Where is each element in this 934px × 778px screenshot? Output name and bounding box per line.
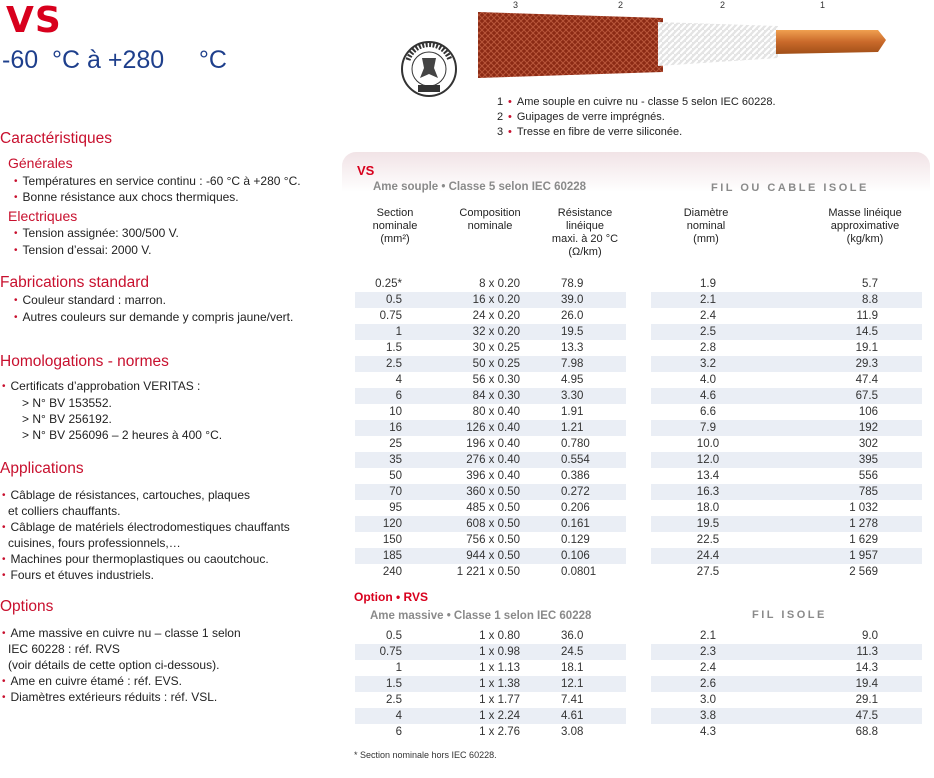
applications-line: • Fours et étuves industriels. <box>2 567 154 585</box>
cell-composition: 1 x 1.38 <box>479 678 520 690</box>
cell-resistance: 0.161 <box>561 518 590 530</box>
cell-composition: 1 x 1.77 <box>479 694 520 706</box>
cell-diametre: 2.1 <box>700 630 716 642</box>
col-header-composition: Composition nominale <box>459 207 521 232</box>
table-row <box>0 404 934 420</box>
table-row <box>0 388 934 404</box>
cell-composition: 56 x 0.30 <box>472 374 520 386</box>
table-right-title: FIL OU CABLE ISOLE <box>711 182 869 194</box>
cell-composition: 32 x 0.20 <box>472 326 520 338</box>
cell-section: 120 <box>382 518 402 530</box>
cell-section: 1 <box>395 326 402 338</box>
cell-section: 150 <box>382 534 402 546</box>
col-header-resistance: Résistance linéique maxi. à 20 °C (Ω/km) <box>551 207 619 258</box>
cell-resistance: 0.106 <box>561 550 590 562</box>
table-row <box>0 452 934 468</box>
cable-legend: 1 • Ame souple en cuivre nu - classe 5 selon IEC 60228. 2 • Guipages de verre imprégnés. 3 • Tresse en fibre de verre siliconée. <box>497 96 776 138</box>
footnote: * Section nominale hors IEC 60228. <box>354 750 497 760</box>
options-line: (voir détails de cette option ci-dessous). <box>8 658 220 672</box>
cell-resistance: 0.0801 <box>561 566 597 578</box>
cell-composition: 50 x 0.25 <box>472 358 520 370</box>
cell-diametre: 4.3 <box>700 726 716 738</box>
bureau-veritas-seal-icon <box>400 38 458 100</box>
cell-resistance: 19.5 <box>561 326 584 338</box>
cell-diametre: 2.1 <box>700 294 716 306</box>
col-header-diametre: Diamètre nominal (mm) <box>683 207 729 245</box>
heading-fabrications: Fabrications standard <box>0 274 150 291</box>
cell-section: 16 <box>389 422 402 434</box>
table-row <box>0 420 934 436</box>
cell-resistance: 36.0 <box>561 630 584 642</box>
cell-resistance: 0.780 <box>561 438 590 450</box>
cell-masse: 8.8 <box>862 294 878 306</box>
cell-masse: 1 629 <box>849 534 878 546</box>
cell-masse: 785 <box>858 486 878 498</box>
cell-masse: 14.5 <box>855 326 878 338</box>
cell-resistance: 1.91 <box>561 406 584 418</box>
cell-section: 1 <box>395 662 402 674</box>
cell-diametre: 24.4 <box>696 550 720 562</box>
table-row <box>0 276 934 292</box>
cell-resistance: 1.21 <box>561 422 584 434</box>
layer-number-2b: 2 <box>720 0 726 10</box>
table-row <box>0 340 934 356</box>
cell-diametre: 10.0 <box>696 438 720 450</box>
electriques-item: • Tension assignée: 300/500 V. <box>14 225 179 243</box>
table-row <box>0 308 934 324</box>
col-header-masse: Masse linéique approximative (kg/km) <box>828 207 902 245</box>
options-line: • Ame massive en cuivre nu – classe 1 selon <box>2 625 241 643</box>
braid-layer <box>478 12 663 78</box>
table-row <box>0 532 934 548</box>
cell-section: 1.5 <box>386 678 402 690</box>
cell-resistance: 4.95 <box>561 374 584 386</box>
col-header-section: Section nominale (mm²) <box>372 207 418 245</box>
cell-resistance: 3.08 <box>561 726 584 738</box>
cell-diametre: 1.9 <box>700 278 716 290</box>
cell-masse: 1 278 <box>849 518 878 530</box>
table-row <box>0 484 934 500</box>
cell-composition: 8 x 0.20 <box>479 278 520 290</box>
fabrications-item: • Couleur standard : marron. <box>14 292 166 310</box>
homologation-item: > N° BV 256096 – 2 heures à 400 °C. <box>22 428 223 442</box>
table-row <box>0 436 934 452</box>
cell-section: 50 <box>389 470 402 482</box>
cell-diametre: 2.3 <box>700 646 716 658</box>
table-label: VS <box>357 163 375 178</box>
cell-section: 25 <box>389 438 402 450</box>
cell-diametre: 2.5 <box>700 326 716 338</box>
cell-section: 0.5 <box>386 294 402 306</box>
cell-resistance: 12.1 <box>561 678 584 690</box>
layer-number-2a: 2 <box>618 0 624 10</box>
glass-wrap-layer <box>658 22 778 66</box>
cell-section: 4 <box>395 710 402 722</box>
cell-diametre: 2.4 <box>700 310 716 322</box>
cell-section: 10 <box>389 406 402 418</box>
cell-resistance: 24.5 <box>561 646 584 658</box>
table-row <box>0 356 934 372</box>
cell-section: 6 <box>395 390 402 402</box>
cell-resistance: 0.129 <box>561 534 590 546</box>
cell-composition: 1 x 2.76 <box>479 726 520 738</box>
cell-diametre: 4.6 <box>700 390 716 402</box>
cell-composition: 80 x 0.40 <box>472 406 520 418</box>
cell-diametre: 4.0 <box>700 374 716 386</box>
cell-diametre: 7.9 <box>700 422 716 434</box>
cell-masse: 395 <box>858 454 878 466</box>
applications-line: • Machines pour thermoplastiques ou caoutchouc. <box>2 551 269 569</box>
cell-composition: 396 x 0.40 <box>466 470 520 482</box>
table-row <box>0 548 934 564</box>
cell-diametre: 18.0 <box>696 502 720 514</box>
cell-diametre: 3.8 <box>700 710 716 722</box>
cell-section: 0.75 <box>379 310 402 322</box>
applications-line: • Câblage de matériels électrodomestiques chauffants <box>2 519 290 537</box>
cell-masse: 47.5 <box>855 710 878 722</box>
fabrications-item: • Autres couleurs sur demande y compris jaune/vert. <box>14 309 293 327</box>
cell-composition: 126 x 0.40 <box>466 422 520 434</box>
cell-diametre: 3.2 <box>700 358 716 370</box>
table-row <box>0 692 934 708</box>
table-row <box>0 468 934 484</box>
cell-composition: 756 x 0.50 <box>466 534 520 546</box>
options-line: • Diamètres extérieurs réduits : réf. VSL. <box>2 689 217 707</box>
cell-composition: 944 x 0.50 <box>466 550 520 562</box>
cell-resistance: 4.61 <box>561 710 584 722</box>
cell-resistance: 7.98 <box>561 358 584 370</box>
cell-diametre: 6.6 <box>700 406 716 418</box>
heading-applications: Applications <box>0 460 84 477</box>
generales-item: • Bonne résistance aux chocs thermiques. <box>14 189 239 207</box>
cell-resistance: 13.3 <box>561 342 584 354</box>
cell-section: 6 <box>395 726 402 738</box>
applications-line: cuisines, fours professionnels,… <box>8 536 181 550</box>
table-row <box>0 628 934 644</box>
table-row <box>0 292 934 308</box>
copper-core <box>776 30 886 54</box>
table-row <box>0 660 934 676</box>
cell-composition: 1 x 0.98 <box>479 646 520 658</box>
cell-masse: 192 <box>858 422 878 434</box>
cell-section: 70 <box>389 486 402 498</box>
table-subtitle: Ame souple • Classe 5 selon IEC 60228 <box>373 181 587 193</box>
cell-section: 35 <box>389 454 402 466</box>
cell-composition: 24 x 0.20 <box>472 310 520 322</box>
cell-masse: 106 <box>858 406 878 418</box>
layer-number-1: 1 <box>820 0 826 10</box>
table-row <box>0 708 934 724</box>
cell-section: 0.25* <box>375 278 402 290</box>
cell-composition: 485 x 0.50 <box>466 502 520 514</box>
heading-caracteristiques: Caractéristiques <box>0 130 112 147</box>
option-right-title: FIL ISOLE <box>752 609 827 621</box>
cell-masse: 29.3 <box>855 358 878 370</box>
cell-resistance: 78.9 <box>561 278 584 290</box>
cell-masse: 1 957 <box>849 550 878 562</box>
cable-diagram <box>458 0 888 80</box>
cell-section: 2.5 <box>386 694 402 706</box>
cell-section: 0.75 <box>379 646 402 658</box>
homologations-intro: • Certificats d’approbation VERITAS : <box>2 378 200 396</box>
options-line: IEC 60228 : réf. RVS <box>8 642 120 656</box>
cell-masse: 68.8 <box>855 726 878 738</box>
applications-line: et colliers chauffants. <box>8 504 121 518</box>
heading-homologations: Homologations - normes <box>0 353 169 370</box>
cell-diametre: 2.4 <box>700 662 716 674</box>
cell-section: 240 <box>382 566 402 578</box>
homologation-item: > N° BV 256192. <box>22 412 112 426</box>
cell-composition: 196 x 0.40 <box>466 438 520 450</box>
cell-resistance: 0.554 <box>561 454 590 466</box>
cell-resistance: 7.41 <box>561 694 584 706</box>
generales-item: • Températures en service continu : -60 °C à +280 °C. <box>14 173 301 191</box>
homologation-item: > N° BV 153552. <box>22 396 112 410</box>
cell-diametre: 19.5 <box>696 518 720 530</box>
heading-electriques: Electriques <box>8 208 78 224</box>
cell-diametre: 3.0 <box>700 694 716 706</box>
cell-resistance: 39.0 <box>561 294 584 306</box>
cell-composition: 84 x 0.30 <box>472 390 520 402</box>
cell-composition: 1 x 1.13 <box>479 662 520 674</box>
cell-masse: 29.1 <box>855 694 878 706</box>
cell-diametre: 12.0 <box>696 454 720 466</box>
option-subtitle: Ame massive • Classe 1 selon IEC 60228 <box>370 610 592 622</box>
cell-resistance: 3.30 <box>561 390 584 402</box>
cell-masse: 67.5 <box>855 390 878 402</box>
table-row <box>0 724 934 740</box>
table-row <box>0 564 934 580</box>
cell-masse: 5.7 <box>862 278 878 290</box>
cell-resistance: 0.272 <box>561 486 590 498</box>
cell-section: 95 <box>389 502 402 514</box>
cell-masse: 19.4 <box>855 678 878 690</box>
cell-composition: 1 x 0.80 <box>479 630 520 642</box>
table-row <box>0 644 934 660</box>
cell-diametre: 13.4 <box>696 470 720 482</box>
cell-section: 2.5 <box>386 358 402 370</box>
product-title: VS <box>6 0 62 41</box>
option-label: Option • RVS <box>354 590 428 604</box>
cell-masse: 9.0 <box>862 630 878 642</box>
electriques-item: • Tension d’essai: 2000 V. <box>14 242 152 260</box>
cell-masse: 19.1 <box>855 342 878 354</box>
table-row <box>0 676 934 692</box>
cell-masse: 1 032 <box>849 502 878 514</box>
cell-masse: 556 <box>858 470 878 482</box>
table-row <box>0 372 934 388</box>
cell-resistance: 18.1 <box>561 662 584 674</box>
cell-diametre: 16.3 <box>696 486 720 498</box>
cell-diametre: 22.5 <box>696 534 720 546</box>
cell-masse: 11.9 <box>856 310 878 322</box>
cell-composition: 1 x 2.24 <box>479 710 520 722</box>
cell-section: 1.5 <box>386 342 402 354</box>
cell-diametre: 2.8 <box>700 342 716 354</box>
cell-composition: 360 x 0.50 <box>466 486 520 498</box>
cell-masse: 47.4 <box>855 374 878 386</box>
cell-masse: 2 569 <box>849 566 878 578</box>
cell-section: 185 <box>382 550 402 562</box>
cell-resistance: 26.0 <box>561 310 584 322</box>
heading-generales: Générales <box>8 155 73 171</box>
cell-resistance: 0.206 <box>561 502 590 514</box>
cell-composition: 608 x 0.50 <box>466 518 520 530</box>
cell-section: 0.5 <box>386 630 402 642</box>
cell-composition: 30 x 0.25 <box>472 342 520 354</box>
cell-masse: 14.3 <box>855 662 878 674</box>
cell-diametre: 27.5 <box>696 566 720 578</box>
temperature-range: -60 °C à +280 °C <box>2 46 227 74</box>
table-row <box>0 500 934 516</box>
options-line: • Ame en cuivre étamé : réf. EVS. <box>2 673 182 691</box>
cell-composition: 276 x 0.40 <box>466 454 520 466</box>
cell-section: 4 <box>395 374 402 386</box>
applications-line: • Câblage de résistances, cartouches, plaques <box>2 487 250 505</box>
cell-diametre: 2.6 <box>700 678 716 690</box>
cell-masse: 302 <box>858 438 878 450</box>
cell-resistance: 0.386 <box>561 470 590 482</box>
cell-masse: 11.3 <box>856 646 878 658</box>
cell-composition: 1 221 x 0.50 <box>456 566 520 578</box>
heading-options: Options <box>0 598 54 615</box>
layer-number-3: 3 <box>513 0 519 10</box>
table-row <box>0 516 934 532</box>
cell-composition: 16 x 0.20 <box>472 294 520 306</box>
table-row <box>0 324 934 340</box>
